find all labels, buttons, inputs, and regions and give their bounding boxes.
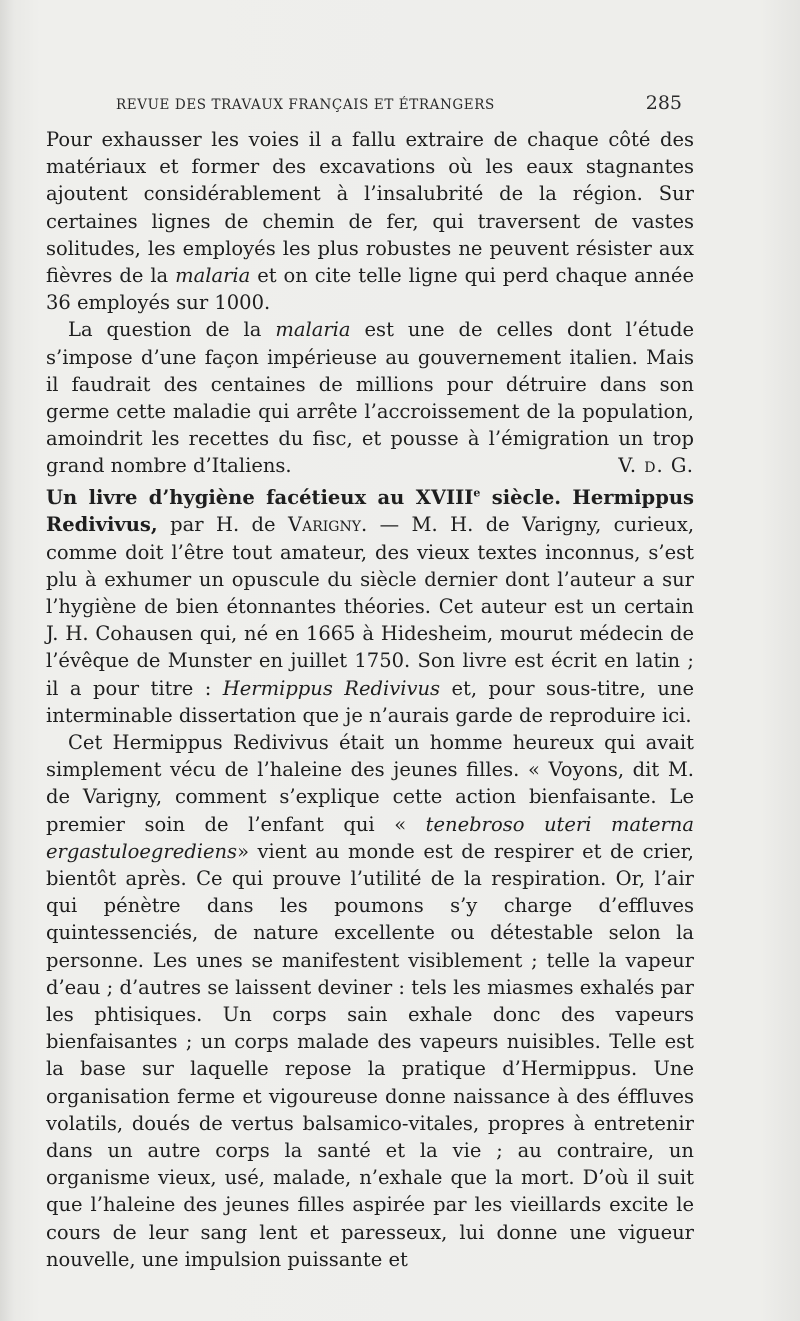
paragraph-2 (46, 316, 694, 479)
paragraph-1-italic: malaria (175, 264, 251, 288)
article-title-part1: Un livre d’hygiène facétieux au XVIII (46, 486, 474, 510)
book-title-italic: Hermippus Redivivus (222, 676, 441, 700)
paragraph-1 (46, 126, 694, 316)
paragraph-1-text: Pour exhausser les voies il a fallu extraire de chaque côté des matériaux et former des excavations où les eaux stagnantes ajoutent considérablement à l’insalubrité de la région. Sur certaines lignes de chemin de fer, qui traversent de vastes solitudes, les employés les plus robustes ne peuvent résister aux fièvres de la (46, 128, 694, 288)
author-signature: V. d. G. (618, 454, 694, 478)
article-byline: par H. de (170, 513, 276, 537)
article-title-superscript: e (473, 486, 481, 500)
article-author: Varigny. (288, 513, 368, 537)
paragraph-4-text-end: » vient au monde est de respirer et de crier, bientôt après. Ce qui prouve l’utilité de la respiration. Or, l’air qui pénètre dans les poumons s’y charge d’effluves quintessenciés, de nature excellente ou détestable selon la personne. Les unes se manifestent visiblement ; telle la vapeur d’eau ; d’autres se laissent deviner : tels les miasmes exhalés par les phtisiques. Un corps sain exhale donc des vapeurs bienfaisantes ; un corps malade des vapeurs nuisibles. Telle est la base sur laquelle repose la pratique d’Hermippus. Une organisation ferme et vigoureuse donne naissance à des éffluves volatils, doués de vertus balsamico-vitales, propres à entretenir dans un autre corps la santé et la vie ; au contraire, un organisme vieux, usé, malade, n’exhale que la mort. D’où il suit que l’haleine des jeunes filles aspirée par les vieillards excite le cours de leur sang lent et paresseux, lui donne une vigueur nouvelle, une impulsion puissante et (46, 839, 694, 1271)
latin-quote-italic: tenebroso uteri materna ergastuloegrediens (46, 812, 694, 863)
running-header (116, 92, 682, 114)
paragraph-1-text-end: et on cite telle ligne qui perd chaque année 36 employés sur 1000. (46, 264, 694, 315)
body-text (46, 126, 694, 1273)
paragraph-2-italic: malaria (275, 318, 351, 342)
paragraph-4 (46, 729, 694, 1273)
article-title-part2: siècle. Hermippus Redivivus, (46, 486, 694, 537)
paragraph-2-text: est une de celles dont l’étude s’impose d’une façon impérieuse au gouvernement italien. Mais il faudrait des centaines de millions pour détruire dans son germe cette maladie qui arrête l’accroissement de la population, amoindrit les recettes du fisc, et pousse à l’émigration un trop grand nombre d’Italiens. (46, 318, 694, 478)
paragraph-2-text-start: La question de la (68, 318, 262, 342)
running-title: REVUE DES TRAVAUX FRANÇAIS ET ÉTRANGERS (116, 97, 495, 113)
article-text-end: et, pour sous-titre, une interminable dissertation que je n’aurais garde de reproduire ici. (46, 676, 695, 727)
article-paragraph (46, 480, 694, 729)
page-number: 285 (645, 92, 682, 114)
paragraph-4-text: Cet Hermippus Redivivus était un homme heureux qui avait simplement vécu de l’haleine des jeunes filles. « Voyons, dit M. de Varigny, comment s’explique cette action bienfaisante. Le premier soin de l’enfant qui « (46, 730, 694, 836)
article-text: — M. H. de Varigny, curieux, comme doit l’être tout amateur, des vieux textes inconnus, s’est plu à exhumer un opuscule du siècle dernier dont l’auteur a sur l’hygiène de bien étonnantes théories. Cet auteur est un certain J. H. Cohausen qui, né en 1665 à Hidesheim, mourut médecin de l’évêque de Munster en juillet 1750. Son livre est écrit en latin ; il a pour titre : (46, 513, 695, 700)
